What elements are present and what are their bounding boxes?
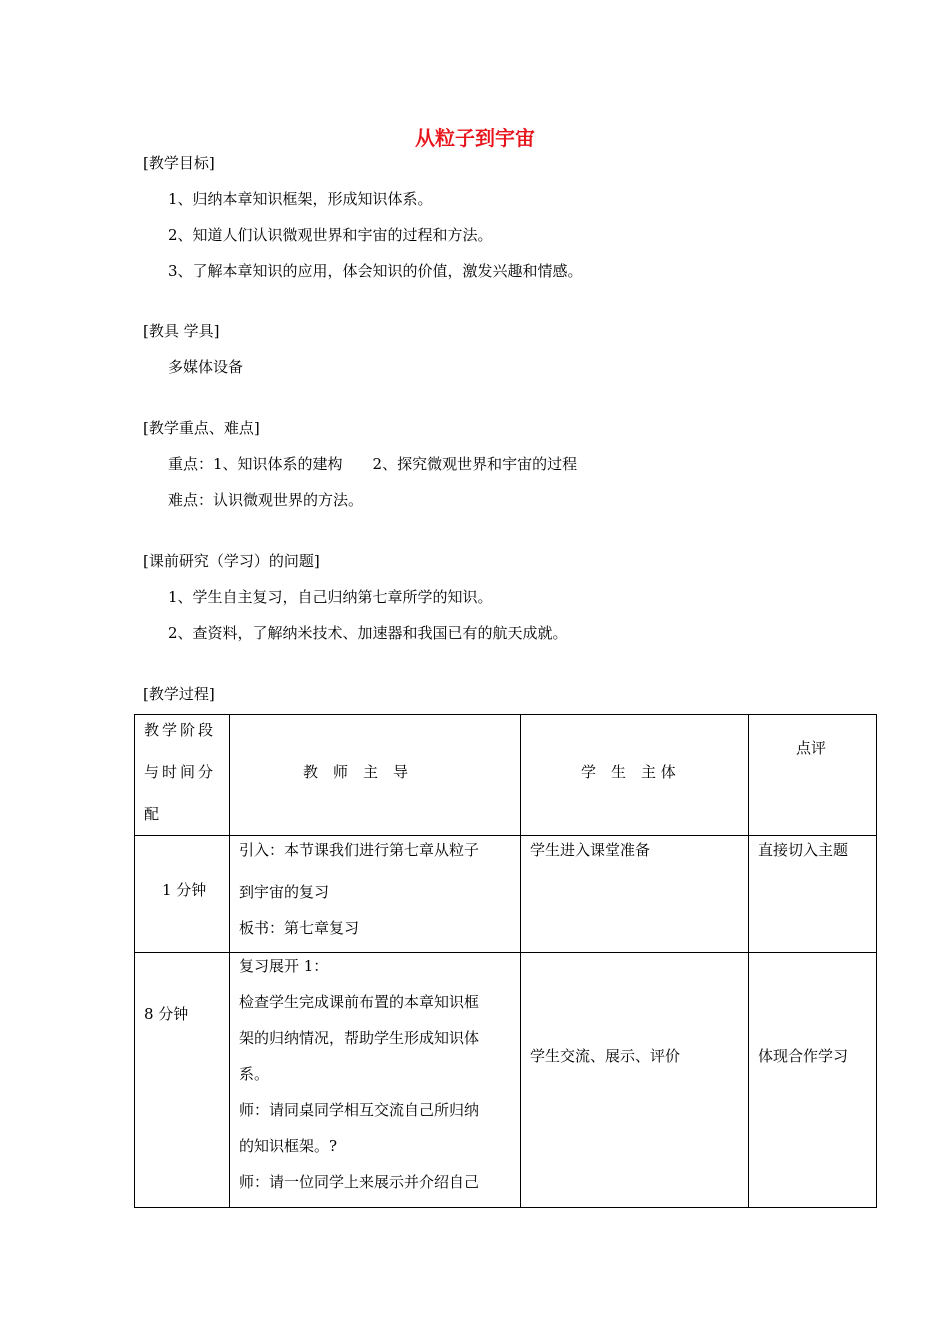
teacher-line: 架的归纳情况，帮助学生形成知识体 xyxy=(239,1029,480,1047)
goal-item: 2、知道人们认识微观世界和宇宙的过程和方法。 xyxy=(168,226,493,244)
header-comment: 点评 xyxy=(796,739,827,757)
table-row xyxy=(135,836,877,953)
teacher-line: 复习展开 1： xyxy=(239,957,329,975)
goal-item: 1、归纳本章知识框架，形成知识体系。 xyxy=(168,190,433,208)
preclass-item: 2、查资料，了解纳米技术、加速器和我国已有的航天成就。 xyxy=(168,624,568,642)
teacher-line: 到宇宙的复习 xyxy=(239,883,330,901)
time-value: 8 分钟 xyxy=(144,1005,189,1023)
header-teacher-cell xyxy=(230,715,521,836)
header-student-cell xyxy=(521,715,749,836)
student-text: 学生交流、展示、评价 xyxy=(530,1047,681,1065)
time-value: 1 分钟 xyxy=(162,881,207,899)
header-teacher: 教 师 主 导 xyxy=(303,763,409,781)
time-cell xyxy=(135,953,230,1208)
comment-text: 直接切入主题 xyxy=(758,841,849,859)
teacher-line: 的知识框架。? xyxy=(239,1137,338,1155)
teacher-cell xyxy=(230,836,521,953)
section-heading-goals: [教学目标] xyxy=(143,154,215,172)
section-heading-keypoints: [教学重点、难点] xyxy=(143,419,260,437)
teacher-line: 引入：本节课我们进行第七章从粒子 xyxy=(239,841,480,859)
time-cell xyxy=(135,836,230,953)
teacher-cell xyxy=(230,953,521,1208)
teacher-line: 板书：第七章复习 xyxy=(239,919,360,937)
table-row xyxy=(135,953,877,1208)
teacher-line: 师：请同桌同学相互交流自己所归纳 xyxy=(239,1101,480,1119)
header-stage-line: 配 xyxy=(144,805,160,823)
document-title: 从粒子到宇宙 xyxy=(415,126,535,150)
student-cell xyxy=(521,836,749,953)
comment-cell xyxy=(749,953,877,1208)
student-cell xyxy=(521,953,749,1208)
teacher-line: 系。 xyxy=(239,1065,270,1083)
teacher-line: 检查学生完成课前布置的本章知识框 xyxy=(239,993,480,1011)
process-table xyxy=(134,714,877,1208)
header-comment-cell xyxy=(749,715,877,836)
header-stage-line: 教学阶段 xyxy=(144,721,217,739)
difficulty-text: 难点：认识微观世界的方法。 xyxy=(168,491,364,509)
section-heading-preclass: [课前研究（学习）的问题] xyxy=(143,552,320,570)
section-heading-tools: [教具 学具] xyxy=(143,322,220,340)
table-header-row xyxy=(135,715,877,836)
goal-item: 3、了解本章知识的应用，体会知识的价值，激发兴趣和情感。 xyxy=(168,262,583,280)
teacher-line: 师：请一位同学上来展示并介绍自己 xyxy=(239,1173,480,1191)
section-heading-process: [教学过程] xyxy=(143,685,215,703)
focus-text: 重点：1、知识体系的建构 2、探究微观世界和宇宙的过程 xyxy=(168,455,578,473)
preclass-item: 1、学生自主复习，自己归纳第七章所学的知识。 xyxy=(168,588,493,606)
comment-text: 体现合作学习 xyxy=(758,1047,849,1065)
header-stage-cell xyxy=(135,715,230,836)
header-stage-line: 与时间分 xyxy=(144,763,217,781)
comment-cell xyxy=(749,836,877,953)
student-text: 学生进入课堂准备 xyxy=(530,841,651,859)
tools-item: 多媒体设备 xyxy=(168,358,244,376)
header-student: 学 生 主 体 xyxy=(581,763,676,781)
